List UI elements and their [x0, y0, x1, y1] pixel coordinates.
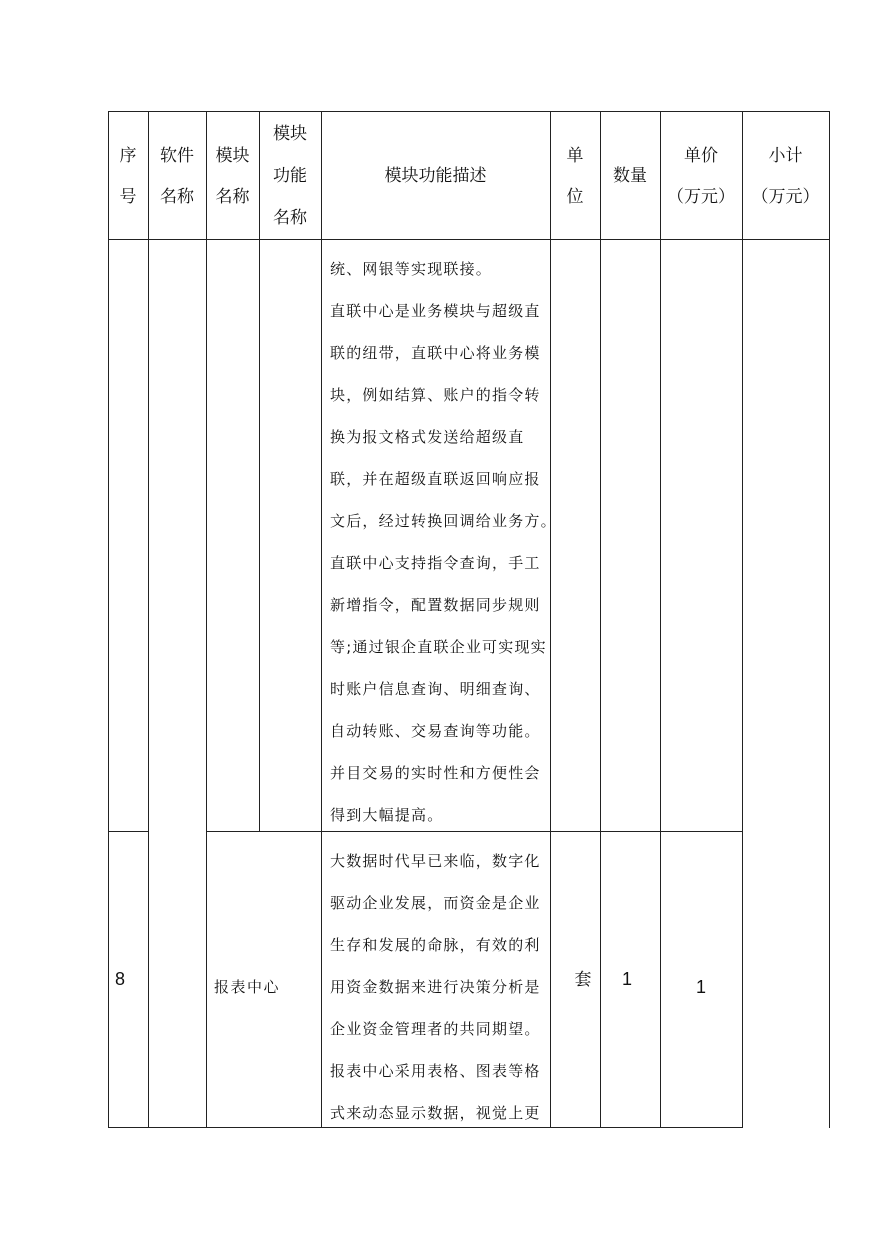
table-bottom-border	[108, 1127, 742, 1128]
row-8-qty: 1	[621, 969, 632, 989]
header-module-2: 名称	[215, 187, 250, 207]
desc-line: 并目交易的实时性和方便性会	[330, 764, 541, 782]
table-top-border	[108, 111, 830, 112]
header-desc: 模块功能描述	[384, 166, 487, 186]
header-func-name-2: 功能	[273, 166, 307, 186]
header-module-1: 模块	[215, 146, 250, 166]
col-border-7	[660, 111, 661, 1128]
row-8-price: 1	[695, 977, 706, 997]
header-subtotal-2: （万元）	[751, 187, 820, 207]
header-price-1: 单价	[684, 146, 718, 166]
row-8-seq: 8	[115, 969, 126, 989]
desc-line: 文后，经过转换回调给业务方。	[330, 512, 557, 530]
desc-line: 得到大幅提高。	[330, 806, 444, 824]
desc-line: 用资金数据来进行决策分析是	[330, 978, 541, 996]
header-seq-1: 序	[119, 146, 137, 166]
row-divider-right	[206, 831, 742, 832]
col-border-4	[321, 111, 322, 1128]
header-qty: 数量	[613, 166, 647, 186]
header-software-1: 软件	[160, 146, 194, 166]
desc-line: 企业资金管理者的共同期望。	[330, 1020, 541, 1038]
desc-line: 块，例如结算、账户的指令转	[330, 386, 541, 404]
col-border-1	[148, 111, 149, 1128]
row-divider-left	[108, 831, 148, 832]
desc-line: 生存和发展的命脉，有效的利	[330, 936, 541, 954]
header-func-name-1: 模块	[273, 124, 307, 144]
desc-line: 新增指令，配置数据同步规则	[330, 596, 541, 614]
desc-line: 联，并在超级直联返回响应报	[330, 470, 541, 488]
desc-line: 自动转账、交易查询等功能。	[330, 722, 541, 740]
header-unit-2: 位	[566, 187, 584, 207]
header-software-2: 名称	[160, 187, 194, 207]
desc-line: 直联中心支持指令查询，手工	[330, 554, 541, 572]
header-unit-1: 单	[566, 146, 584, 166]
header-bottom-border	[108, 239, 830, 240]
col-border-0	[108, 111, 109, 1128]
row-8-module-name: 报表中心	[214, 978, 281, 996]
col-border-2	[206, 111, 207, 1128]
desc-line: 大数据时代早已来临，数字化	[330, 852, 541, 870]
row-8-unit: 套	[574, 970, 592, 990]
header-price-2: （万元）	[667, 187, 735, 207]
col-border-8	[742, 111, 743, 1128]
desc-line: 直联中心是业务模块与超级直	[330, 302, 541, 320]
desc-line: 等;通过银企直联企业可实现实	[330, 638, 547, 656]
desc-line: 换为报文格式发送给超级直	[330, 428, 525, 446]
header-seq-2: 号	[119, 187, 137, 207]
desc-line: 报表中心采用表格、图表等格	[330, 1062, 541, 1080]
desc-line: 联的纽带，直联中心将业务模	[330, 344, 541, 362]
col-border-9	[829, 111, 830, 1128]
desc-line: 驱动企业发展，而资金是企业	[330, 894, 541, 912]
header-subtotal-1: 小计	[768, 146, 803, 166]
desc-line: 式来动态显示数据，视觉上更	[330, 1104, 541, 1122]
desc-line: 时账户信息查询、明细查询、	[330, 680, 541, 698]
header-func-name-3: 名称	[273, 208, 307, 228]
desc-line: 统、网银等实现联接。	[330, 260, 493, 278]
